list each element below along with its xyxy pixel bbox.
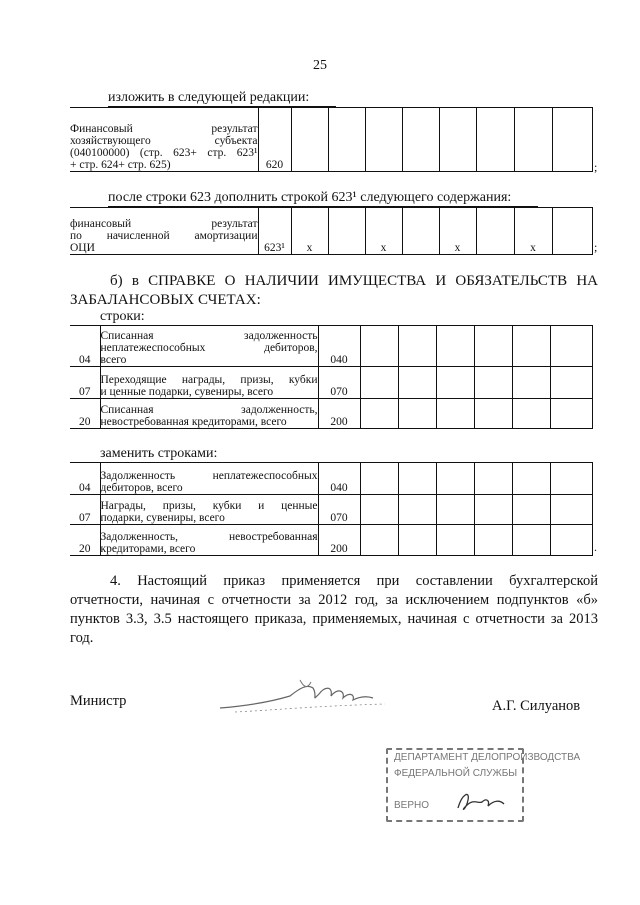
cell [360,367,398,399]
cell: х [514,208,552,255]
section-b-new-table [70,462,593,556]
row-label-line: Переходящие награды, призы, кубки [100,374,318,386]
row-num: 04 [70,326,100,367]
cell: х [439,208,476,255]
cell [552,208,592,255]
row-6231-label-line: финансовый результат [70,218,258,230]
cell [291,108,328,172]
section-a2-table [70,207,593,255]
cell [439,108,476,172]
cell [328,108,365,172]
section-a-intro: изложить в следующей редакции: [108,90,336,107]
row-code: 040 [318,326,360,367]
cell [365,108,402,172]
row-label [100,463,318,495]
row-6231-label [70,208,258,255]
cell [550,367,592,399]
cell [474,463,512,495]
cell [398,463,436,495]
cell [476,108,514,172]
section-b-old-table [70,325,593,429]
row-code: 040 [318,463,360,495]
row-label [100,367,318,399]
row-num: 07 [70,495,100,525]
cell [436,463,474,495]
cell: х [291,208,328,255]
row-620-label-line: (040100000) (стр. 623+ стр. 623¹ [70,147,258,159]
cell [360,495,398,525]
cell [402,108,439,172]
handwritten-signature-icon [215,676,395,716]
cell [476,208,514,255]
row-num: 07 [70,367,100,399]
section-a-terminator: ; [594,160,598,174]
row-6231-label-line: ОЦИ [70,242,95,254]
row-label-line: кредиторами, всего [100,543,196,555]
cell [436,326,474,367]
signer-title: Министр [70,693,127,709]
paragraph-4: 4. Настоящий приказ применяется при составлении бухгалтерской отчетности, начиная с отчетности за 2012 год, за исключением подпунктов «б» пунктов 3.3, 3.5 настоящего приказа, применяемых, начиная с отчетности за 2013 год. [70,573,598,646]
cell [550,399,592,429]
row-num: 20 [70,525,100,556]
cell [360,399,398,429]
section-a-table [70,107,593,172]
cell [398,367,436,399]
stamp-line: ВЕРНО [394,800,430,811]
cell [402,208,439,255]
cell [398,399,436,429]
page-number: 25 [313,58,327,73]
section-b-heading: б) в СПРАВКЕ О НАЛИЧИИ ИМУЩЕСТВА И ОБЯЗАТЕЛЬСТВ НА ЗАБАЛАНСОВЫХ СЧЕТАХ: [70,273,598,308]
cell [514,108,552,172]
row-num: 20 [70,399,100,429]
row-label-line: Задолженность, невостребованная [100,531,318,543]
row-label [100,525,318,556]
row-label-line: и ценные подарки, сувениры, всего [100,386,274,398]
cell [436,399,474,429]
cell [512,367,550,399]
cell [512,495,550,525]
row-620-label [70,108,258,172]
row-6231-label-line: по начисленной амортизации [70,230,258,242]
cell [398,525,436,556]
cell [550,463,592,495]
row-code: 200 [318,399,360,429]
row-label-line: невостребованная кредиторами, всего [100,416,287,428]
row-label-line: Награды, призы, кубки и ценные [100,500,318,512]
section-b-replace-label: заменить строками: [100,446,316,463]
row-code: 070 [318,495,360,525]
row-label-line: Списанная задолженность [100,330,318,342]
stamp-signature-icon [452,786,512,816]
cell [474,367,512,399]
row-620-label-line: + стр. 624+ стр. 625) [70,159,171,171]
row-label [100,399,318,429]
stamp-line: ФЕДЕРАЛЬНОЙ СЛУЖБЫ [394,768,518,779]
cell [360,463,398,495]
cell [474,495,512,525]
row-6231-code: 623¹ [258,208,291,255]
cell [550,525,592,556]
row-label [100,326,318,367]
cell [512,399,550,429]
row-label [100,495,318,525]
cell: х [365,208,402,255]
cell [360,525,398,556]
cell [474,399,512,429]
cell [550,495,592,525]
row-num: 04 [70,463,100,495]
cell [550,326,592,367]
row-label-line: Списанная задолженность, [100,404,318,416]
cell [360,326,398,367]
row-label-line: подарки, сувениры, всего [100,512,225,524]
cell [398,326,436,367]
row-label-line: неплатежеспособных дебиторов, [100,342,318,354]
cell [436,525,474,556]
row-label-line: Задолженность неплатежеспособных [100,470,318,482]
cell [436,367,474,399]
cell [328,208,365,255]
cell [512,326,550,367]
row-label-line: всего [100,354,127,366]
row-620-label-line: Финансовый результат [70,123,258,135]
row-620-label-line: хозяйствующего субъекта [70,135,258,147]
cell [474,525,512,556]
certification-stamp [386,748,581,822]
section-a2-intro: после строки 623 дополнить строкой 623¹ следующего содержания: [108,190,538,207]
row-620-code: 620 [258,108,291,172]
stamp-line: ДЕПАРТАМЕНТ ДЕЛОПРОИЗВОДСТВА [394,752,581,763]
cell [552,108,592,172]
section-b-lines-label: строки: [100,309,254,326]
row-label-line: дебиторов, всего [100,482,183,494]
cell [474,326,512,367]
cell [398,495,436,525]
cell [512,463,550,495]
cell [512,525,550,556]
row-code: 200 [318,525,360,556]
section-a2-terminator: ; [594,240,598,254]
section-b-terminator: . [594,540,597,554]
cell [436,495,474,525]
row-code: 070 [318,367,360,399]
signer-name: А.Г. Силуанов [492,698,581,714]
